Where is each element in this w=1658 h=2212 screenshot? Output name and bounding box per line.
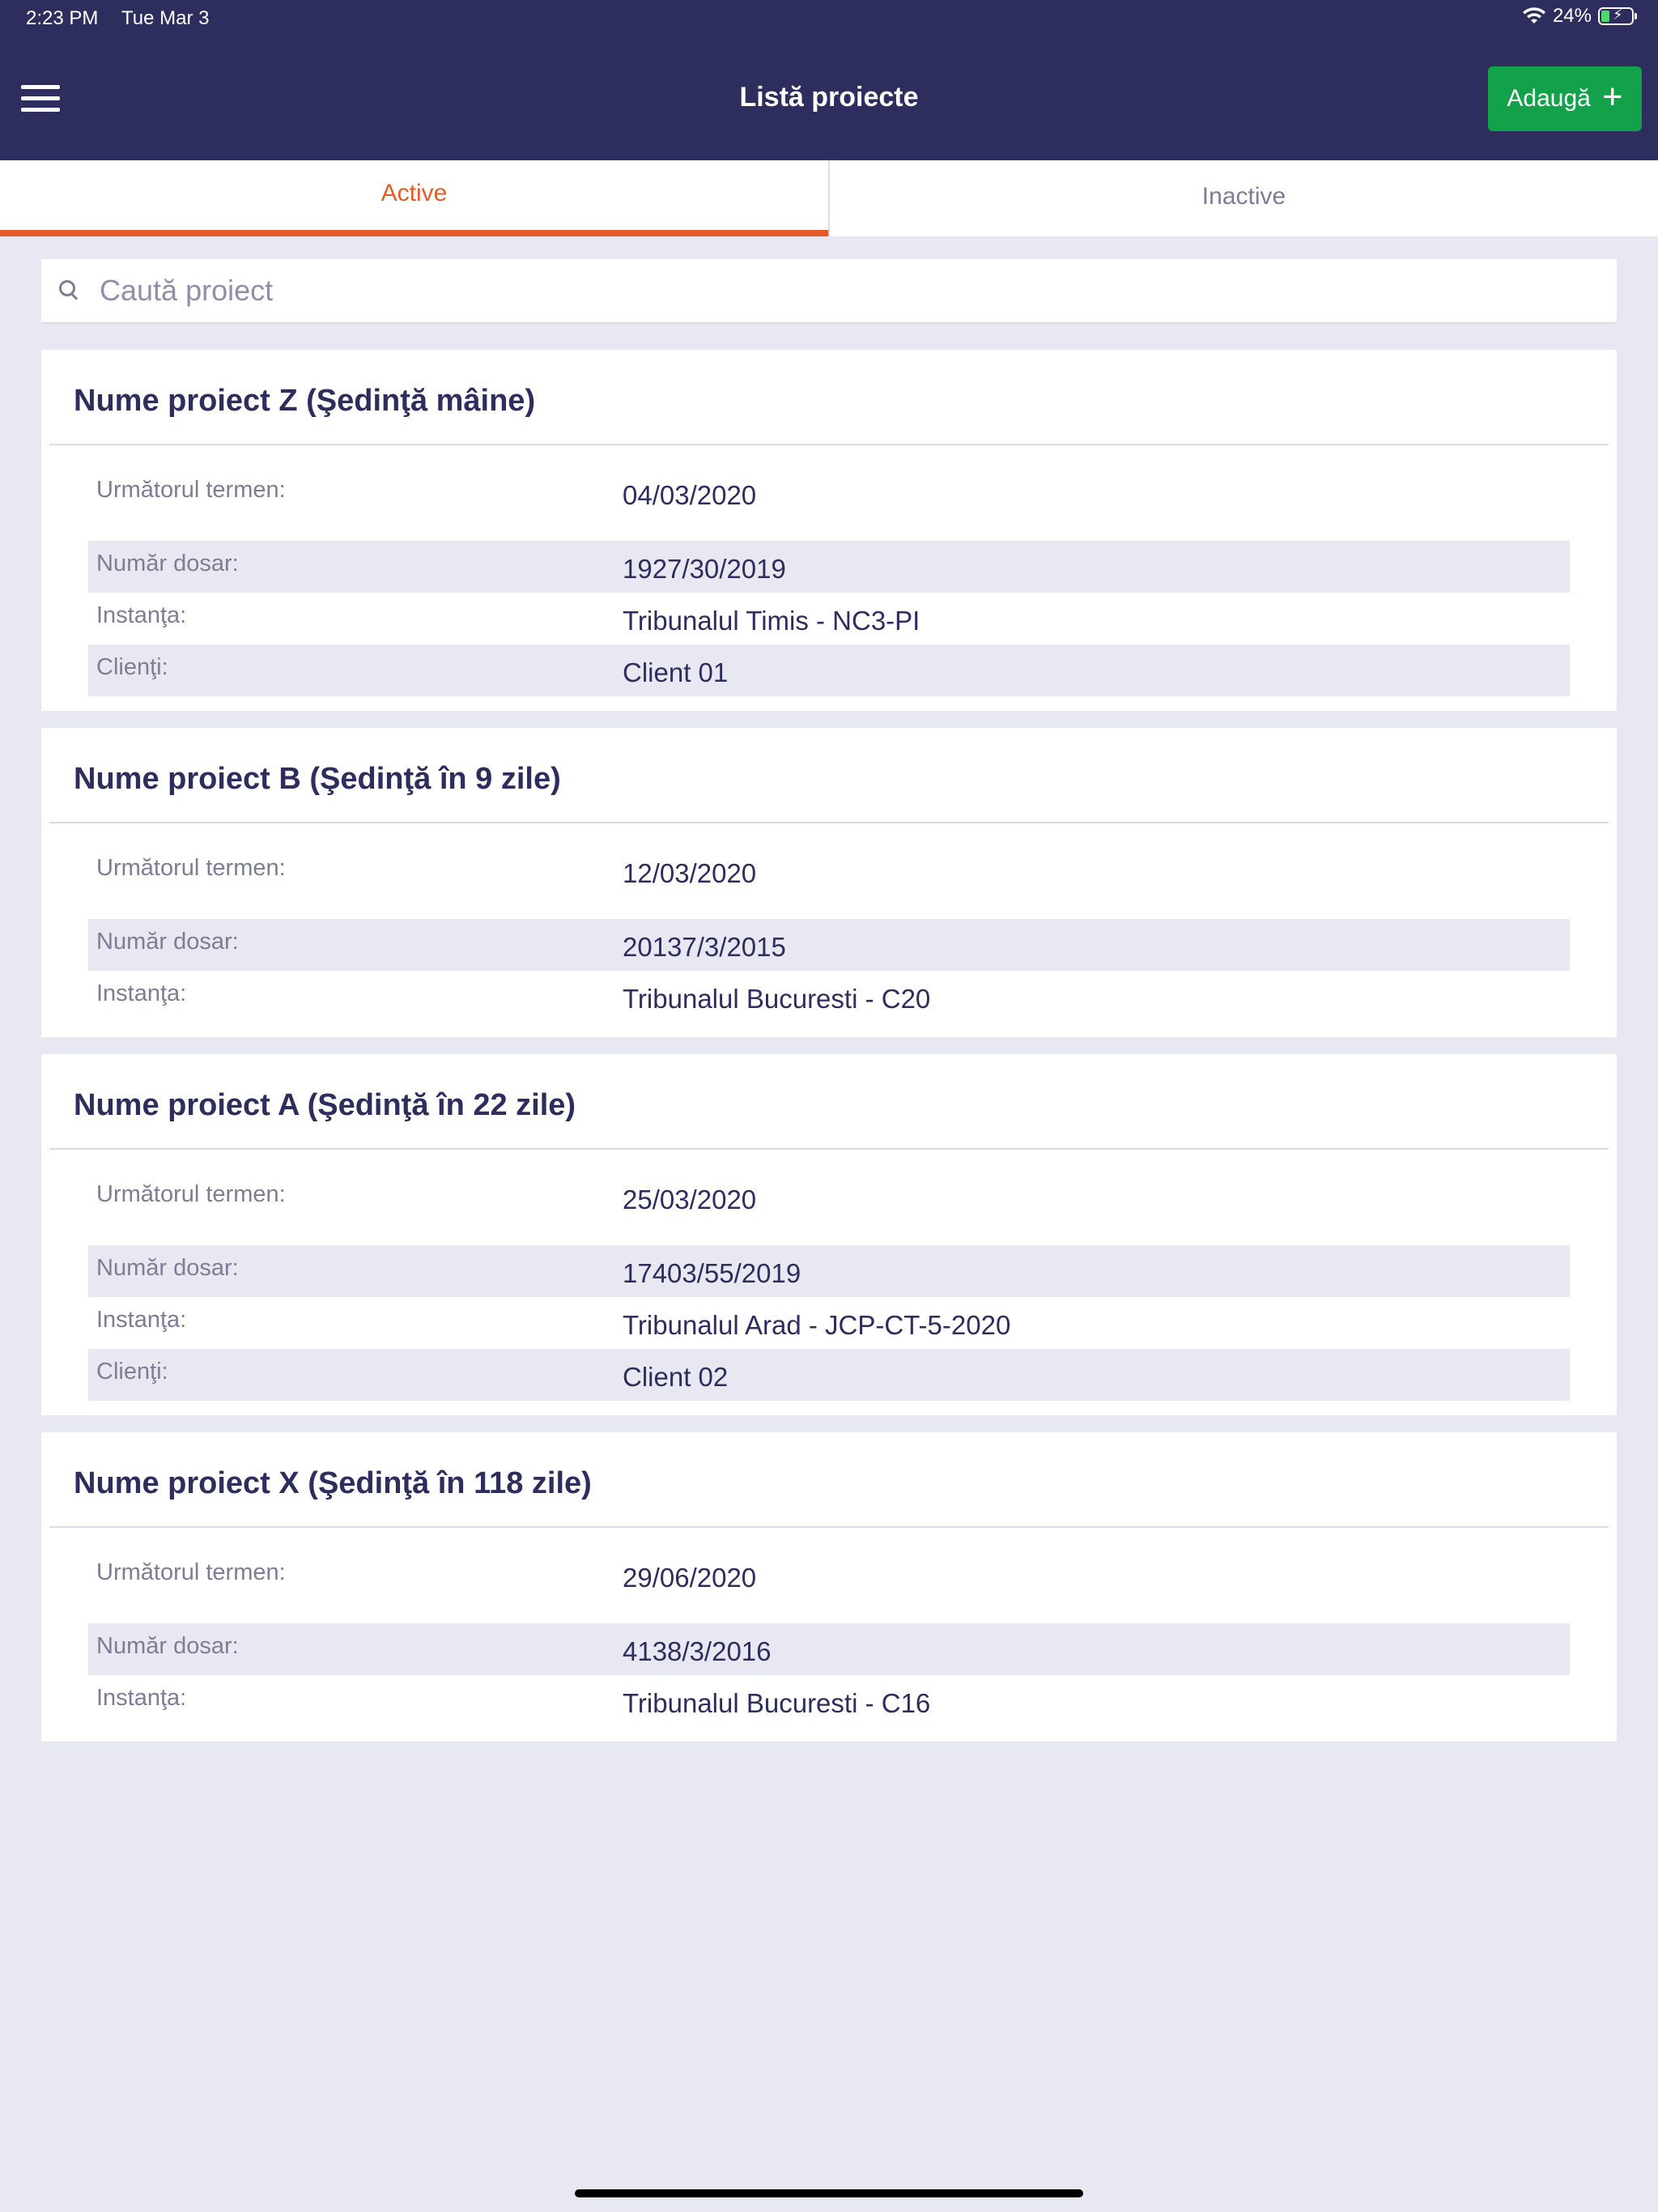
file-number-value: 4138/3/2016 (623, 1636, 772, 1666)
plus-icon: + (1601, 77, 1623, 117)
file-number-value: 1927/30/2019 (623, 554, 786, 584)
status-date: Tue Mar 3 (121, 7, 210, 29)
file-number-label: Număr dosar: (96, 1254, 239, 1281)
project-card[interactable] (41, 1432, 1617, 1742)
next-term-label: Următorul termen: (96, 1559, 286, 1585)
file-number-row (88, 919, 1570, 971)
next-term-value: 12/03/2020 (623, 858, 757, 888)
project-title: Nume proiect Z (Şedinţă mâine) (49, 350, 1609, 445)
clients-row (88, 1349, 1570, 1401)
file-number-row (88, 541, 1570, 593)
status-tabs (0, 160, 1658, 236)
clients-row (88, 644, 1570, 696)
file-number-row (88, 1245, 1570, 1297)
clients-value: Client 01 (623, 657, 729, 687)
battery-percent: 24% (1552, 5, 1592, 27)
next-term-value: 25/03/2020 (623, 1185, 757, 1214)
next-term-label: Următorul termen: (96, 854, 286, 881)
file-number-label: Număr dosar: (96, 550, 239, 576)
court-row (88, 1675, 1570, 1727)
court-row (88, 1297, 1570, 1349)
tab-inactive[interactable]: Inactive (828, 160, 1658, 236)
status-right (1522, 5, 1634, 28)
next-term-label: Următorul termen: (96, 1180, 286, 1207)
file-number-row (88, 1623, 1570, 1675)
page-title: Listă proiecte (739, 82, 919, 113)
search-bar (41, 259, 1617, 324)
home-indicator[interactable] (575, 2189, 1083, 2197)
court-label: Instanţa: (96, 1684, 187, 1711)
status-time: 2:23 PM (26, 7, 99, 29)
file-number-value: 17403/55/2019 (623, 1258, 801, 1288)
next-term-label: Următorul termen: (96, 476, 286, 503)
wifi-icon (1522, 6, 1546, 26)
next-term-row (88, 465, 1570, 521)
file-number-label: Număr dosar: (96, 1632, 239, 1659)
nav-bar (0, 39, 1658, 160)
file-number-label: Număr dosar: (96, 928, 239, 955)
clients-label: Clienţi: (96, 653, 168, 680)
next-term-row (88, 843, 1570, 900)
project-card[interactable] (41, 1054, 1617, 1415)
next-term-row (88, 1169, 1570, 1226)
next-term-value: 29/06/2020 (623, 1563, 757, 1593)
status-bar (0, 0, 1658, 39)
court-value: Tribunalul Bucuresti - C20 (623, 984, 931, 1014)
court-value: Tribunalul Arad - JCP-CT-5-2020 (623, 1310, 1011, 1340)
search-icon (57, 279, 82, 303)
next-term-row (88, 1547, 1570, 1604)
tab-active[interactable]: Active (0, 160, 828, 236)
court-value: Tribunalul Bucuresti - C16 (623, 1688, 931, 1718)
search-input[interactable] (100, 274, 1617, 308)
clients-value: Client 02 (623, 1362, 729, 1392)
battery-icon: ⚡ (1598, 7, 1634, 25)
file-number-value: 20137/3/2015 (623, 932, 786, 962)
project-title: Nume proiect X (Şedinţă în 118 zile) (49, 1432, 1609, 1528)
court-label: Instanţa: (96, 1306, 187, 1333)
add-button-label: Adaugă (1507, 85, 1591, 112)
project-title: Nume proiect B (Şedinţă în 9 zile) (49, 728, 1609, 823)
court-row (88, 593, 1570, 644)
add-project-button[interactable] (1488, 66, 1642, 131)
court-value: Tribunalul Timis - NC3-PI (623, 606, 920, 636)
court-row (88, 971, 1570, 1023)
next-term-value: 04/03/2020 (623, 480, 757, 510)
project-card[interactable] (41, 728, 1617, 1037)
clients-label: Clienţi: (96, 1358, 168, 1385)
project-title: Nume proiect A (Şedinţă în 22 zile) (49, 1054, 1609, 1150)
court-label: Instanţa: (96, 602, 187, 628)
court-label: Instanţa: (96, 980, 187, 1006)
project-card[interactable] (41, 350, 1617, 711)
